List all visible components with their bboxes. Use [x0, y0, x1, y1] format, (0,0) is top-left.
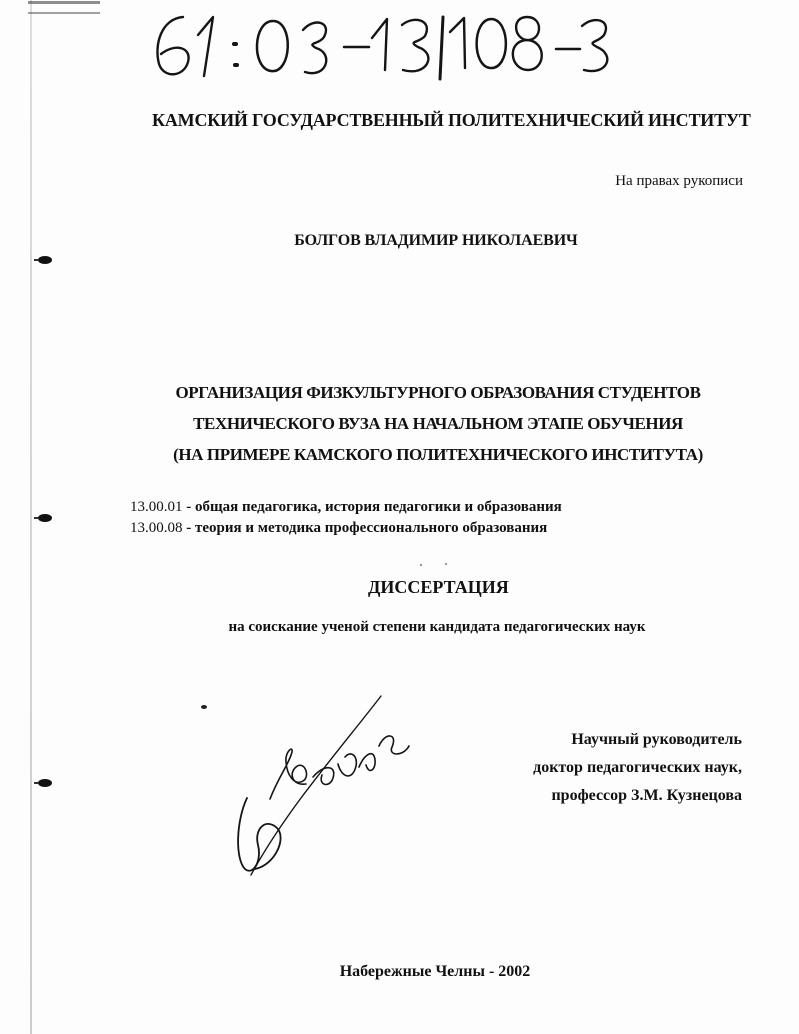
scan-edge-line: [30, 0, 32, 1034]
advisor-degree: доктор педагогических наук,: [533, 759, 742, 776]
specialty-code: 13.00.08: [130, 520, 183, 536]
specialty-description: - общая педагогика, история педагогики и образования: [186, 499, 562, 515]
scientific-advisor: [505, 726, 742, 810]
title-line-3: (НА ПРИМЕРЕ КАМСКОГО ПОЛИТЕХНИЧЕСКОГО ИНСТИТУТА): [173, 445, 703, 464]
scan-speck: [445, 563, 447, 565]
title-line-1: ОРГАНИЗАЦИЯ ФИЗКУЛЬТУРНОГО ОБРАЗОВАНИЯ СТУДЕНТОВ: [175, 383, 701, 402]
city-and-year: Набережные Челны - 2002: [339, 963, 531, 980]
handwritten-archive-code: [146, 7, 616, 82]
specialty-description: - теория и методика профессионального образования: [186, 520, 548, 536]
author-signature: [234, 695, 424, 885]
margin-mark: [38, 514, 52, 522]
title-line-2: ТЕХНИЧЕСКОГО ВУЗА НА НАЧАЛЬНОМ ЭТАПЕ ОБУЧЕНИЯ: [193, 414, 683, 433]
specialty-code: 13.00.01: [130, 499, 183, 515]
margin-mark: [38, 779, 52, 787]
scan-top-rule: [28, 1, 100, 14]
scan-speck: [420, 564, 422, 566]
degree-purpose: на соискание ученой степени кандидата педагогических наук: [228, 619, 646, 635]
margin-mark: [38, 256, 52, 264]
advisor-role: Научный руководитель: [571, 731, 742, 748]
specialty-row: [130, 518, 650, 539]
manuscript-rights-notice: На правах рукописи: [615, 173, 743, 189]
author-name: БОЛГОВ ВЛАДИМИР НИКОЛАЕВИЧ: [294, 232, 578, 249]
specialty-row: [130, 497, 650, 518]
dissertation-title: [138, 377, 738, 470]
institute-heading: КАМСКИЙ ГОСУДАРСТВЕННЫЙ ПОЛИТЕХНИЧЕСКИЙ ИНСТИТУТ: [152, 110, 751, 130]
document-type: ДИССЕРТАЦИЯ: [368, 577, 509, 597]
advisor-name: профессор З.М. Кузнецова: [551, 787, 742, 804]
specialty-codes: [130, 497, 650, 539]
ink-dot: [201, 705, 207, 709]
